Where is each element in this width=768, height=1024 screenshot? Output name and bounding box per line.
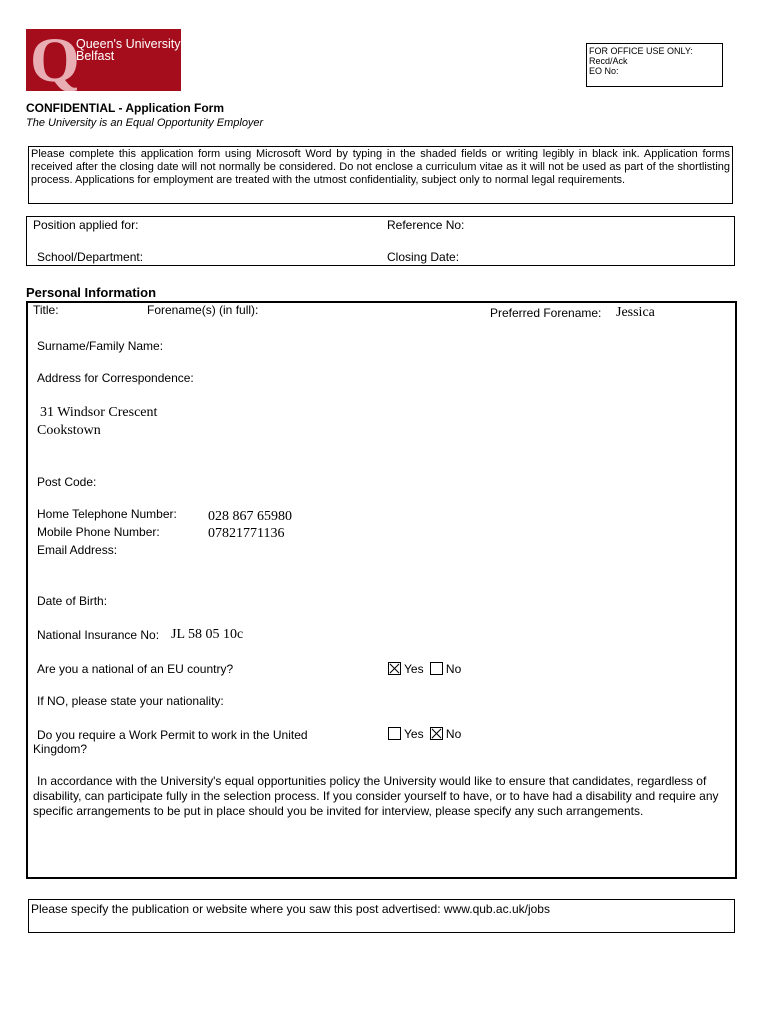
- nationality-label: If NO, please state your nationality:: [37, 694, 224, 708]
- work-permit-label-line1: Do you require a Work Permit to work in the United: [37, 728, 308, 742]
- office-use-title: FOR OFFICE USE ONLY:: [589, 46, 693, 56]
- forenames-label: Forename(s) (in full):: [147, 303, 259, 317]
- office-eo-no: EO No:: [589, 66, 619, 76]
- permit-no-label: No: [445, 727, 462, 741]
- confidential-label: CONFIDENTIAL: [26, 101, 116, 115]
- logo-line-1: Queen's University: [76, 37, 181, 51]
- eu-yes-checkbox[interactable]: [388, 662, 401, 675]
- address-line-2[interactable]: Cookstown: [37, 423, 101, 438]
- eu-no-label: No: [445, 662, 462, 676]
- ni-label: National Insurance No:: [37, 628, 160, 642]
- eu-yes-label: Yes: [404, 662, 424, 676]
- eu-no-checkbox[interactable]: [430, 662, 443, 675]
- office-recd-ack: Recd/Ack: [589, 56, 628, 66]
- logo-text: [76, 38, 181, 62]
- mobile-phone-value[interactable]: 07821771136: [208, 526, 285, 541]
- instructions-box: Please complete this application form using Microsoft Word by typing in the shaded fields or writing legibly in black ink. Application forms received after the closing date will not normally be considered. Do not enclose a curriculum vitae as it will not be used as part of the shortlisting process. Applications for employment are treated with the utmost confidentiality, subject only to normal legal requirements.: [28, 146, 733, 204]
- permit-yes-checkbox[interactable]: [388, 727, 401, 740]
- disability-paragraph: In accordance with the University's equal opportunities policy the University would like to ensure that candidates, regardless of disability, can participate fully in the selection process. If you consider yourself to have, or to have had a disability and require any specific arrangements to be put in place should you be invited for interview, please specify any such arrangements.: [33, 774, 719, 818]
- home-phone-value[interactable]: 028 867 65980: [208, 509, 292, 524]
- permit-no-checkbox[interactable]: [430, 727, 443, 740]
- title-label: Title:: [33, 303, 59, 317]
- work-permit-label-line2: Kingdom?: [33, 742, 88, 756]
- publication-value[interactable]: www.qub.ac.uk/jobs: [443, 902, 550, 916]
- form-title: [26, 101, 224, 115]
- school-department-label: School/Department:: [37, 250, 144, 264]
- ni-value[interactable]: JL 58 05 10c: [171, 627, 244, 642]
- closing-date-label: Closing Date:: [387, 250, 460, 264]
- eu-national-label: Are you a national of an EU country?: [37, 662, 234, 676]
- publication-box: [28, 899, 735, 933]
- position-applied-label: Position applied for:: [33, 218, 139, 232]
- office-use-box: [586, 43, 723, 87]
- position-box: [26, 216, 735, 266]
- address-label: Address for Correspondence:: [37, 371, 194, 385]
- logo-line-2: Belfast: [76, 49, 115, 63]
- preferred-forename-label: Preferred Forename:: [490, 306, 602, 320]
- postcode-label: Post Code:: [37, 475, 97, 489]
- home-phone-label: Home Telephone Number:: [37, 507, 177, 521]
- email-label: Email Address:: [37, 543, 118, 557]
- university-logo: [26, 29, 181, 91]
- logo-q-mark: Q: [30, 29, 80, 91]
- dob-label: Date of Birth:: [37, 594, 108, 608]
- personal-info-box: [26, 301, 737, 879]
- reference-no-label: Reference No:: [387, 218, 465, 232]
- preferred-forename-value[interactable]: Jessica: [616, 305, 655, 320]
- mobile-phone-label: Mobile Phone Number:: [37, 525, 160, 539]
- permit-yes-label: Yes: [404, 727, 424, 741]
- address-line-1[interactable]: 31 Windsor Crescent: [40, 405, 158, 420]
- publication-label: Please specify the publication or website where you saw this post advertised:: [31, 902, 441, 916]
- form-title-rest: - Application Form: [115, 101, 224, 115]
- personal-info-heading: Personal Information: [26, 285, 157, 300]
- form-subtitle: The University is an Equal Opportunity Employer: [26, 117, 264, 129]
- eu-options: [388, 662, 461, 676]
- work-permit-options: [388, 727, 461, 741]
- surname-label: Surname/Family Name:: [37, 339, 164, 353]
